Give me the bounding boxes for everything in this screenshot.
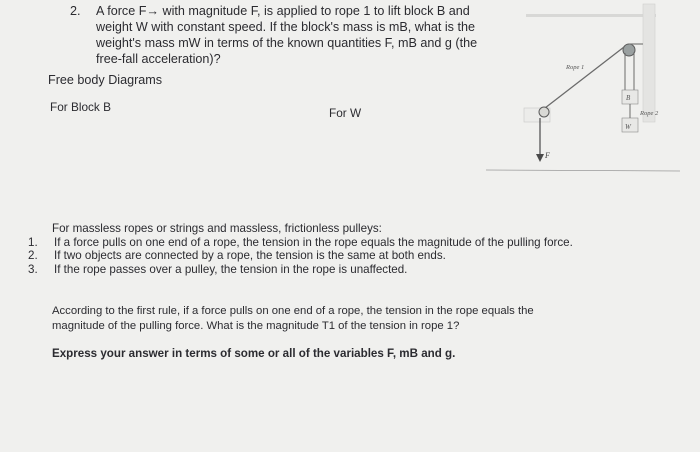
figure-baseline <box>486 170 680 171</box>
paragraph-line-1: According to the first rule, if a force pulls on one end of a rope, the tension in the rope equals the <box>52 305 534 317</box>
rope-1-label: Rope 1 <box>566 64 585 71</box>
question-line-1: A force F→ with magnitude F, is applied to rope 1 to lift block B and <box>96 4 470 18</box>
weight-w-label: W <box>625 123 631 131</box>
rule-text: If a force pulls on one end of a rope, the tension in the rope equals the magnitude of the pulling force. <box>54 236 573 249</box>
ceiling-bar <box>526 14 656 17</box>
rule-item-2 <box>28 249 573 262</box>
rule-text: If the rope passes over a pulley, the tension in the rope is unaffected. <box>54 262 408 276</box>
left-pulley <box>539 107 549 117</box>
fbd-block-b-label: For Block B <box>50 100 111 114</box>
rule-number: 2. <box>28 249 38 263</box>
question-number: 2. <box>70 4 81 18</box>
rope-2-label: Rope 2 <box>640 110 659 117</box>
answer-instruction: Express your answer in terms of some or all of the variables F, mB and g. <box>52 347 456 360</box>
tension-paragraph <box>52 304 612 333</box>
support-post <box>643 4 655 122</box>
block-b-label: B <box>626 94 631 102</box>
fbd-w-label: For W <box>329 106 362 120</box>
fbd-title: Free body Diagrams <box>48 73 163 87</box>
rule-number: 3. <box>28 262 38 276</box>
force-arrowhead <box>536 154 544 162</box>
question-line-4: free-fall acceleration)? <box>96 52 221 66</box>
question-line-3: weight's mass mW in terms of the known quantities F, mB and g (the <box>96 36 478 50</box>
paragraph-line-2: magnitude of the pulling force. What is the magnitude T1 of the tension in rope 1? <box>52 319 460 332</box>
rope-1-line <box>545 47 624 108</box>
rule-text: If two objects are connected by a rope, the tension is the same at both ends. <box>54 249 446 263</box>
question-line-2: weight W with constant speed. If the block's mass is mB, what is the <box>96 20 475 34</box>
rule-number: 1. <box>28 236 38 249</box>
rules-intro: For massless ropes or strings and massless, frictionless pulleys: <box>52 222 382 235</box>
force-label: F <box>545 151 550 160</box>
rules-list <box>28 236 573 276</box>
rule-item-3 <box>28 263 573 276</box>
rule-item-1 <box>28 236 573 249</box>
